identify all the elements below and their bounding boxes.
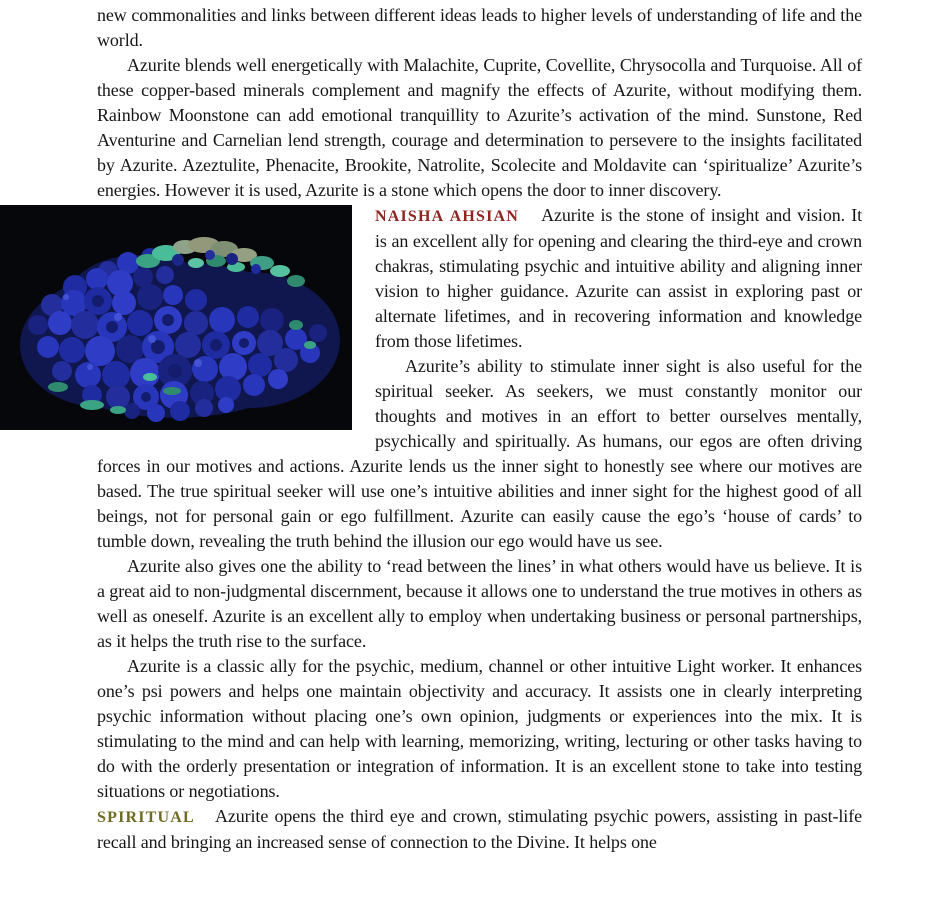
azurite-photo [0,205,352,430]
paragraph-blending: Azurite blends well energetically with Malachite, Cuprite, Covellite, Chrysocolla and Turquoise. All of these copper-based minerals complement and magnify the effects of Azurite, without modifying them. Rainbow Moonstone can add emotional tranquillity to Azurite’s activation of the mind. Sunstone, Red Aventurine and Carnelian lend strength, courage and determination to persevere to the insights facilitated by Azurite. Azeztulite, Phenacite, Brookite, Natrolite, Scolecite and Moldavite can ‘spiritualize’ Azurite’s energies. However it is used, Azurite is a stone which opens the door to inner discovery. [97,55,862,200]
naisha-ahsian-text: Azurite is the stone of insight and vision. It is an excellent ally for opening and clearing the third-eye and crown chakras, stimulating psychic and intuitive ability and aligning inner vision to higher guidance. Azurite can assist in exploring past or alternate lifetimes, and in recovering information and knowledge from those lifetimes. [375,205,862,351]
paragraph-discernment: Azurite also gives one the ability to ‘read between the lines’ in what others would have us believe. It is a great aid to non-judgmental discernment, because it allows one to understand the true motives in others as well as oneself. Azurite is an excellent ally to employ when undertaking business or personal partnerships, as it helps the truth rise to the surface. [97,556,862,651]
paragraph-spiritual-seeker: Azurite’s ability to stimulate inner sight is also useful for the spiritual seeker. As seekers, we must constantly monitor our thoughts and motives in an effort to better ourselves mentally, psychically and spiritually. As humans, our egos are often driving forces in our motives and actions. Azurite lends us the inner sight to honestly see where our motives are based. The true spiritual seeker will use one’s intuitive abilities and inner sight for the highest good of all beings, not for personal gain or ego fulfillment. Azurite can easily cause the ego’s ‘house of cards’ to tumble down, revealing the truth behind the illusion our ego would have us see. [97,356,862,551]
paragraph-psychic-ally: Azurite is a classic ally for the psychic, medium, channel or other intuitive Light worker. It enhances one’s psi powers and helps one maintain objectivity and accuracy. It assists one in clearly interpreting psychic information without placing one’s own opinion, judgments or experiences into the mix. It is stimulating to the mind and can help with learning, memorizing, writing, lecturing or other tasks having to do with the orderly presentation or integration of information. It is an excellent stone to take into testing situations or negotiations. [97,656,862,801]
naisha-ahsian-heading: NAISHA AHSIAN [375,208,520,225]
azurite-specimen-image [0,205,352,430]
section-naisha-ahsian [97,203,862,354]
section-spiritual [97,804,862,855]
spiritual-text: Azurite opens the third eye and crown, stimulating psychic powers, assisting in past-life recall and bringing an increased sense of connection to the Divine. It helps one [97,806,862,852]
paragraph-continuation: new commonalities and links between different ideas leads to higher levels of understanding of life and the world. [97,5,862,50]
spiritual-heading: SPIRITUAL [97,809,195,826]
